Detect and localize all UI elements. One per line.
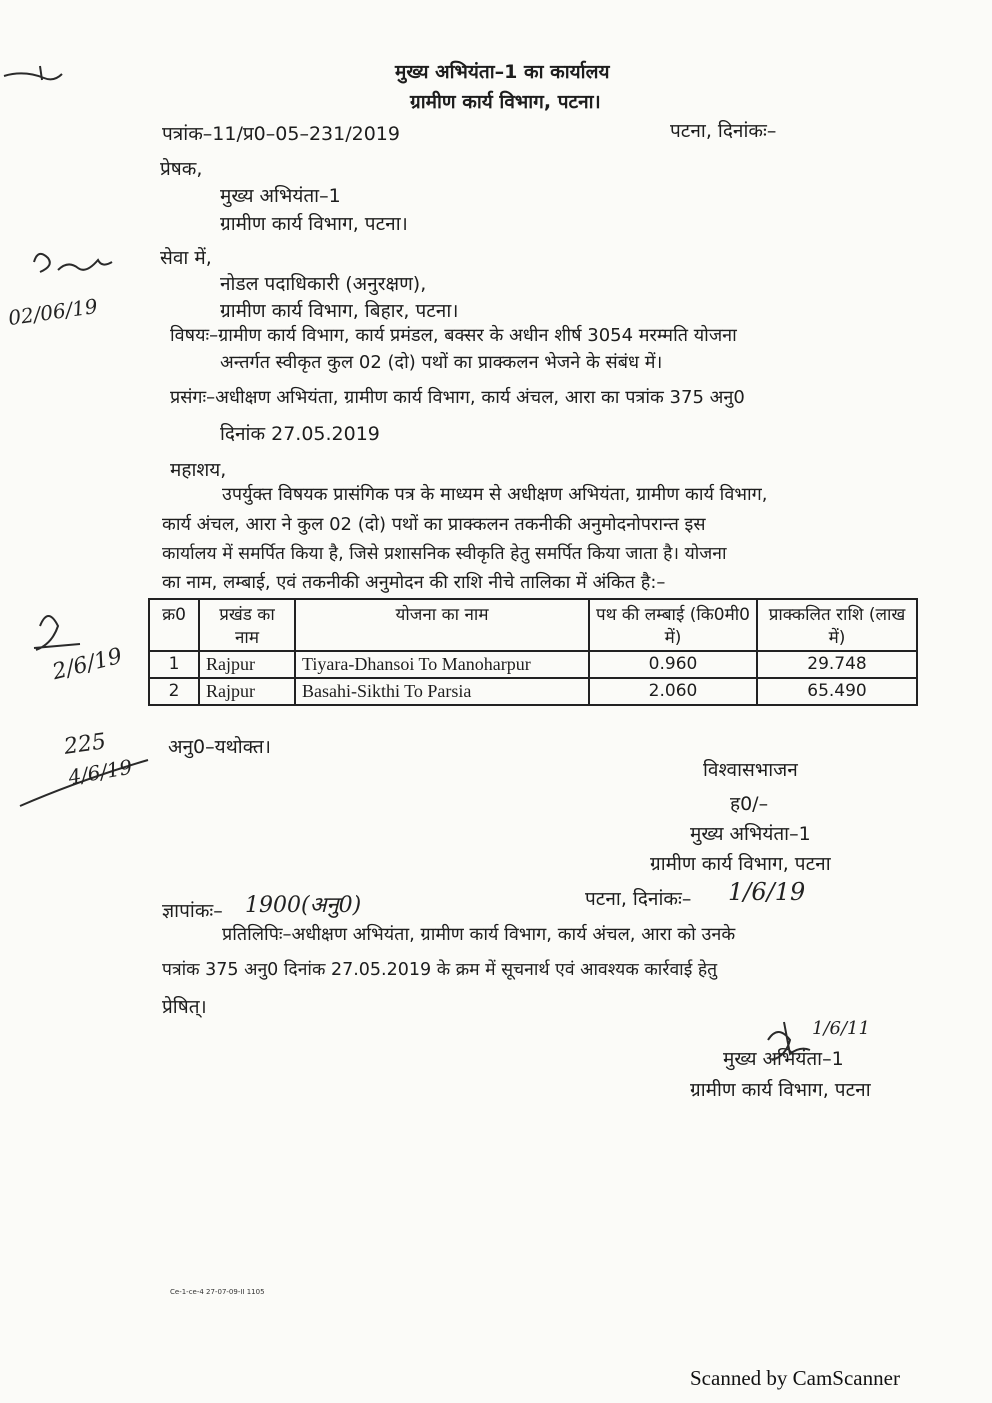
body-line-4: का नाम, लम्बाई, एवं तकनीकी अनुमोदन की राशि नीचे तालिका में अंकित है:–	[162, 572, 666, 593]
sender-line-1: मुख्य अभियंता–1	[220, 185, 341, 207]
col-header-amount: प्राक्कलित राशि (लाख में)	[757, 599, 917, 651]
sender-label: प्रेषक,	[160, 158, 203, 180]
note-3-date: 4/6/19	[66, 754, 134, 790]
reference-line-2: दिनांक 27.05.2019	[220, 423, 380, 445]
cell-amount: 29.748	[757, 651, 917, 678]
closing-yours: विश्वासभाजन	[703, 759, 798, 781]
col-header-block: प्रखंड का नाम	[199, 599, 295, 651]
cell-amount: 65.490	[757, 678, 917, 705]
office-title: मुख्य अभियंता–1 का कार्यालय	[395, 61, 610, 83]
body-line-1: उपर्युक्त विषयक प्रासंगिक पत्र के माध्यम से अधीक्षण अभियंता, ग्रामीण कार्य विभाग,	[222, 484, 768, 505]
memo-date-handwritten: 1/6/19	[728, 878, 806, 906]
print-code: Ce-1-ce-4 27-07-09-II 1105	[170, 1288, 265, 1296]
corner-scribble	[4, 66, 62, 80]
copy-line-1: प्रतिलिपिः–अधीक्षण अभियंता, ग्रामीण कार्य विभाग, कार्य अंचल, आरा को उनके	[222, 924, 736, 945]
memo-sign-1: मुख्य अभियंता–1	[723, 1048, 844, 1070]
cell-serial: 2	[149, 678, 199, 705]
recipient-label: सेवा में,	[160, 247, 212, 269]
col-header-scheme: योजना का नाम	[295, 599, 589, 651]
cell-block: Rajpur	[199, 678, 295, 705]
enclosure-note: अनु0–यथोक्त।	[168, 736, 271, 758]
letter-place-date: पटना, दिनांकः–	[670, 120, 777, 142]
body-line-2: कार्य अंचल, आरा ने कुल 02 (दो) पथों का प्राक्कलन तकनीकी अनुमोदनोपरान्त इस	[162, 514, 706, 535]
copy-line-2: पत्रांक 375 अनु0 दिनांक 27.05.2019 के क्रम में सूचनार्थ एवं आवश्यक कार्रवाई हेतु	[162, 960, 718, 980]
cell-block: Rajpur	[199, 651, 295, 678]
cell-length: 0.960	[589, 651, 757, 678]
closing-sign-1: मुख्य अभियंता–1	[690, 823, 811, 845]
cell-serial: 1	[149, 651, 199, 678]
memo-number-handwritten: 1900(अनु0)	[245, 893, 362, 918]
note-2-signature	[34, 616, 80, 650]
memo-place-date: पटना, दिनांकः–	[585, 888, 692, 910]
closing-sign-2: ग्रामीण कार्य विभाग, पटना	[650, 853, 831, 875]
signature-date-handwritten: 1/6/11	[812, 1018, 870, 1039]
letter-ref-no: पत्रांक–11/प्र0–05–231/2019	[162, 123, 400, 145]
department-title: ग्रामीण कार्य विभाग, पटना।	[410, 91, 601, 113]
memo-label: ज्ञापांकः–	[162, 900, 223, 922]
memo-signature	[768, 1022, 810, 1060]
reference-line-1: प्रसंगः–अधीक्षण अभियंता, ग्रामीण कार्य विभाग, कार्य अंचल, आरा का पत्रांक 375 अनु0	[170, 387, 745, 408]
handwritten-marks	[0, 40, 992, 1360]
col-header-serial: क्र0	[149, 599, 199, 651]
recipient-line-1: नोडल पदाधिकारी (अनुरक्षण),	[220, 273, 427, 295]
note-1-date: 02/06/19	[6, 293, 100, 331]
subject-line-1: विषयः–ग्रामीण कार्य विभाग, कार्य प्रमंडल, बक्सर के अधीन शीर्ष 3054 मरम्मति योजना	[170, 325, 737, 346]
scanner-watermark: Scanned by CamScanner	[690, 1366, 900, 1390]
note-3-number: 225	[62, 729, 108, 760]
memo-sign-2: ग्रामीण कार्य विभाग, पटना	[690, 1079, 871, 1101]
body-line-3: कार्यालय में समर्पित किया है, जिसे प्रशासनिक स्वीकृति हेतु समर्पित किया जाता है। योजना	[162, 544, 727, 564]
cell-length: 2.060	[589, 678, 757, 705]
closing-sd: ह0/–	[730, 793, 769, 815]
copy-line-3: प्रेषित्।	[162, 996, 207, 1018]
cell-scheme: Basahi-Sikthi To Parsia	[295, 678, 589, 705]
note-2-date: 2/6/19	[50, 643, 125, 686]
recipient-line-2: ग्रामीण कार्य विभाग, बिहार, पटना।	[220, 300, 459, 322]
col-header-length: पथ की लम्बाई (कि0मी0 में)	[589, 599, 757, 651]
cell-scheme: Tiyara-Dhansoi To Manoharpur	[295, 651, 589, 678]
salutation: महाशय,	[170, 459, 227, 481]
sender-line-2: ग्रामीण कार्य विभाग, पटना।	[220, 213, 408, 235]
subject-line-2: अन्तर्गत स्वीकृत कुल 02 (दो) पथों का प्राक्कलन भेजने के संबंध में।	[220, 352, 663, 373]
note-1-signature	[34, 254, 112, 272]
